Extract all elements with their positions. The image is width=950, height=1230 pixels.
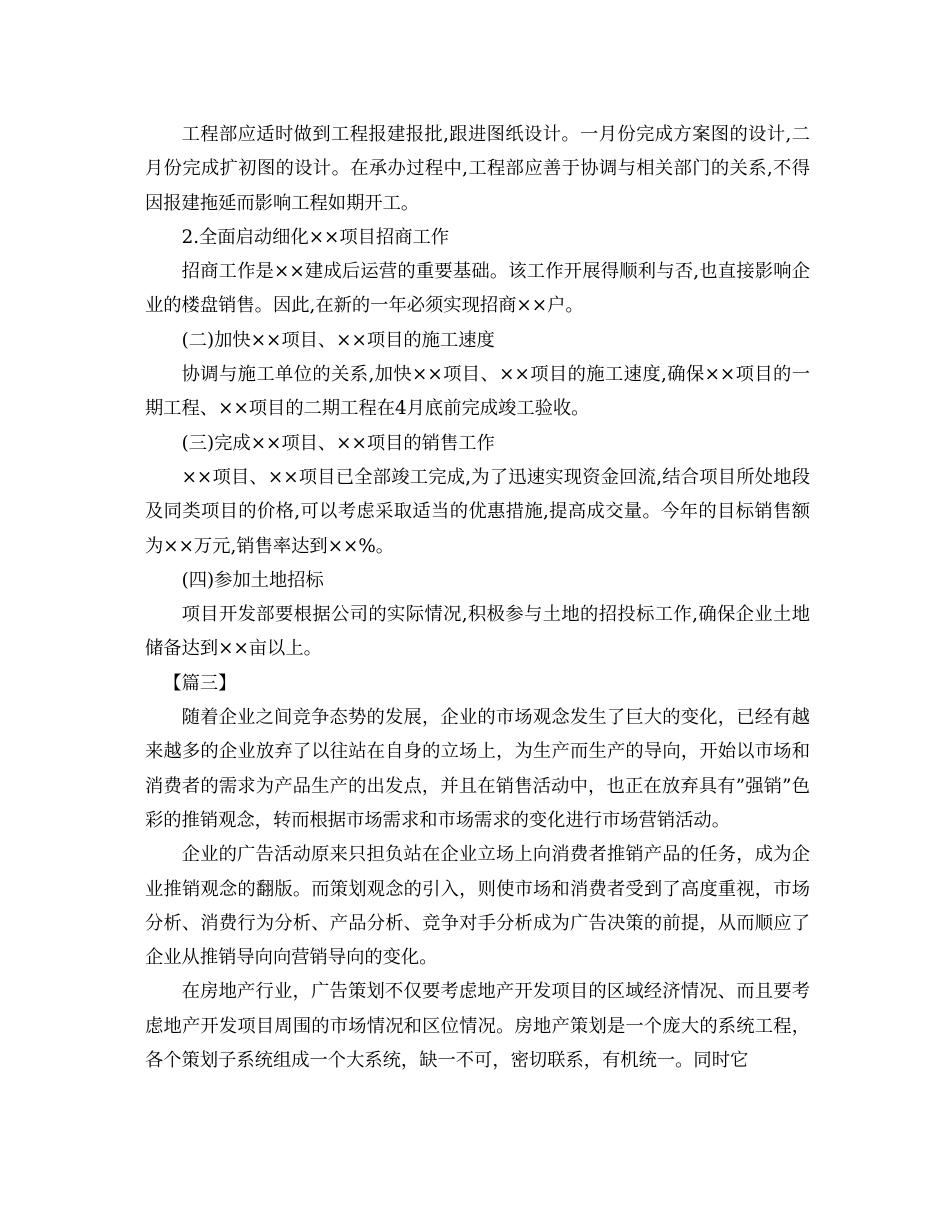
paragraph-investment-attraction: 招商工作是××建成后运营的重要基础。该工作开展得顺利与否,也直接影响企业的楼盘销售。因此,在新的一年必须实现招商××户。 (145, 261, 810, 317)
paragraph-construction-speed: 协调与施工单位的关系,加快××项目、××项目的施工速度,确保××项目的一期工程、××项目的二期工程在4月底前完成竣工验收。 (145, 364, 810, 420)
heading-construction-speed: (二)加快××项目、××项目的施工速度 (181, 329, 495, 351)
paragraph-sales-work: ××项目、××项目已全部竣工完成,为了迅速实现资金回流,结合项目所处地段及同类项目的价格,可以考虑采取适当的优惠措施,提高成交量。今年的目标销售额为××万元,销售率达到××%。 (145, 466, 810, 557)
heading-investment-attraction: 2.全面启动细化××项目招商工作 (181, 226, 450, 248)
paragraph-land-bidding: 项目开发部要根据公司的实际情况,积极参与土地的招投标工作,确保企业土地储备达到××亩以上。 (145, 604, 810, 660)
heading-land-bidding: (四)参加土地招标 (181, 569, 324, 591)
paragraph-market-concept: 随着企业之间竞争态势的发展，企业的市场观念发生了巨大的变化，已经有越来越多的企业放弃了以往站在自身的立场上，为生产而生产的导向，开始以市场和消费者的需求为产品生产的出发点，并且在销售活动中，也正在放弃具有”强销”色彩的推销观念，转而根据市场需求和市场需求的变化进行市场营销活动。 (145, 707, 810, 831)
section-title-part-three: 【篇三】 (163, 672, 237, 694)
heading-sales-work: (三)完成××项目、××项目的销售工作 (181, 432, 495, 454)
document-body (145, 118, 810, 1078)
paragraph-advertising-activity: 企业的广告活动原来只担负站在企业立场上向消费者推销产品的任务，成为企业推销观念的翻版。而策划观念的引入，则使市场和消费者受到了高度重视，市场分析、消费行为分析、产品分析、竞争对手分析成为广告决策的前提，从而顺应了企业从推销导向向营销导向的变化。 (145, 844, 810, 969)
paragraph-real-estate-planning: 在房地产行业，广告策划不仅要考虑地产开发项目的区域经济情况、而且要考虑地产开发项目周围的市场情况和区位情况。房地产策划是一个庞大的系统工程，各个策划子系统组成一个大系统，缺一不可，密切联系，有机统一。同时它 (145, 981, 810, 1072)
paragraph-engineering-approval: 工程部应适时做到工程报建报批,跟进图纸设计。一月份完成方案图的设计,二月份完成扩初图的设计。在承办过程中,工程部应善于协调与相关部门的关系,不得因报建拖延而影响工程如期开工。 (145, 124, 810, 214)
